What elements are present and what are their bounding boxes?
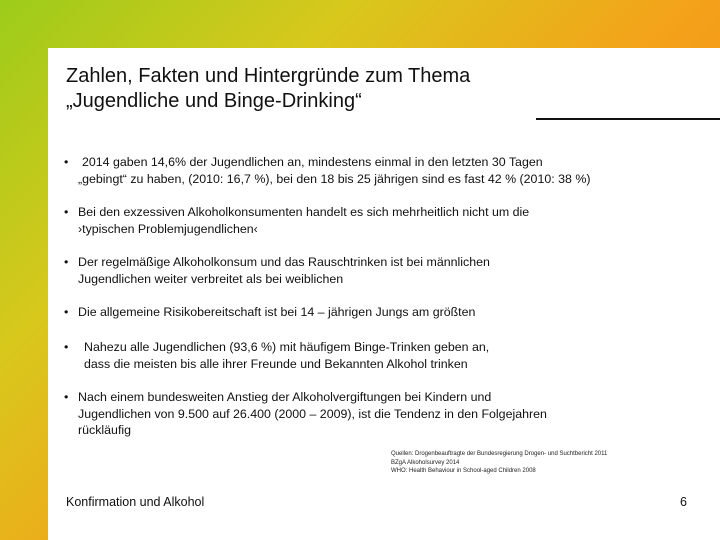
footer-title: Konfirmation und Alkohol [66,495,205,509]
bullet-line: 2014 gaben 14,6% der Jugendlichen an, mindestens einmal in den letzten 30 Tagen [82,155,543,169]
source-line: WHO: Health Behaviour in School-aged Children 2008 [391,468,536,474]
bullet-line: Jugendlichen von 9.500 auf 26.400 (2000 – 2009), ist die Tendenz in den Folgejahren [78,406,547,421]
bullet-item [64,254,704,287]
bullet-dot-icon: • [64,205,69,219]
bullet-item [64,304,704,321]
bullet-dot-icon: • [64,340,69,354]
sources-note [391,450,607,476]
bullet-dot-icon: • [64,155,69,169]
bullet-item [64,339,704,372]
source-line: BZgA Alkoholsurvey 2014 [391,459,460,466]
slide [48,48,720,540]
source-line: Quellen: Drogenbeauftragte der Bundesregierung Drogen- und Suchtbericht 2011 [391,451,608,457]
bullet-item [64,389,704,439]
bullet-item [64,154,704,187]
bullet-line: Bei den exzessiven Alkoholkonsumenten handelt es sich mehrheitlich nicht um die [78,205,530,219]
bullet-line: Der regelmäßige Alkoholkonsum und das Rauschtrinken ist bei männlichen [78,255,490,269]
title-underline [536,118,720,120]
bullet-line: Nach einem bundesweiten Anstieg der Alkoholvergiftungen bei Kindern und [78,390,492,404]
bullet-dot-icon: • [64,255,69,269]
bullet-dot-icon: • [64,390,69,404]
bullet-line: dass die meisten bis alle ihrer Freunde und Bekannten Alkohol trinken [84,356,468,371]
page-number: 6 [680,495,687,509]
slide-title [66,64,706,114]
bullet-item [64,204,704,237]
bullet-line: Nahezu alle Jugendlichen (93,6 %) mit häufigem Binge-Trinken geben an, [84,340,490,354]
bullet-line: rückläufig [78,423,132,437]
title-line-1: Zahlen, Fakten und Hintergründe zum Thema [66,65,471,87]
bullet-line: „gebingt“ zu haben, (2010: 16,7 %), bei den 18 bis 25 jährigen sind es fast 42 % (2010: 38 %) [78,171,591,186]
bullet-line: ›typischen Problemjugendlichen‹ [78,221,258,236]
bullet-line: Die allgemeine Risikobereitschaft ist bei 14 – jährigen Jungs am größten [78,305,476,319]
bullet-line: Jugendlichen weiter verbreitet als bei weiblichen [78,271,344,286]
title-line-2: „Jugendliche und Binge-Drinking“ [66,90,362,112]
bullet-dot-icon: • [64,305,69,319]
